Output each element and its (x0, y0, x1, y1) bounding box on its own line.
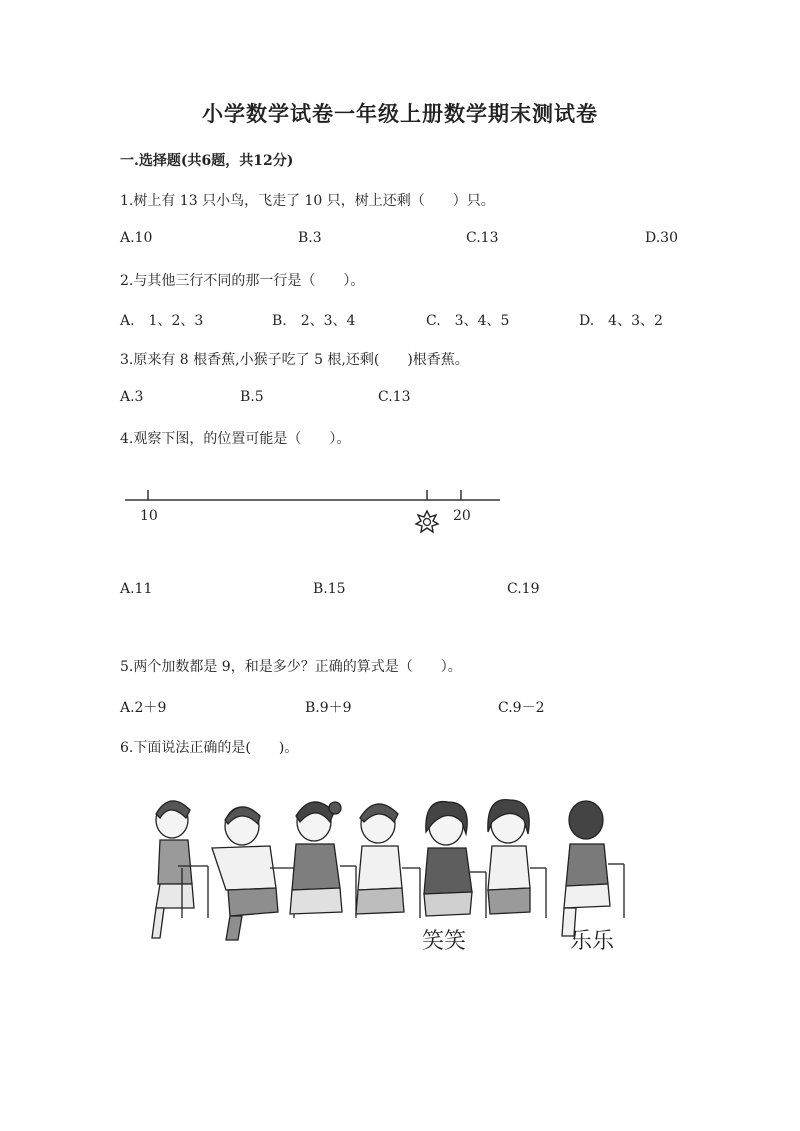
page-title: 小学数学试卷一年级上册数学期末测试卷 (202, 101, 598, 126)
q2-option-b: B. 2、3、4 (272, 313, 356, 329)
question-4: 4.观察下图，的位置可能是（ ）。 (120, 431, 351, 447)
sun-icon (416, 511, 438, 532)
q2-option-c: C. 3、4、5 (426, 313, 510, 329)
question-2: 2.与其他三行不同的那一行是（ ）。 (120, 273, 365, 289)
q2-option-d: D. 4、3、2 (579, 313, 663, 329)
q4-option-a: A.11 (120, 581, 153, 597)
question-3: 3.原来有 8 根香蕉,小猴子吃了 5 根,还剩( )根香蕉。 (120, 352, 469, 368)
child-figure (424, 802, 486, 918)
label-xiaoxiao: 笑笑 (422, 929, 467, 954)
numberline-label-right: 20 (453, 508, 471, 524)
question-1: 1.树上有 13 只小鸟，飞走了 10 只，树上还剩（ ）只。 (120, 193, 495, 209)
q1-option-d: D.30 (645, 230, 678, 246)
q2-option-a: A. 1、2、3 (120, 313, 204, 329)
child-figure (212, 807, 294, 940)
child-figure (562, 801, 624, 936)
seated-children-illustration (130, 788, 640, 958)
q4-option-b: B.15 (313, 581, 346, 597)
question-5: 5.两个加数都是 9，和是多少？正确的算式是（ ）。 (120, 659, 462, 675)
number-line (120, 478, 510, 548)
child-figure (488, 800, 546, 918)
q3-option-a: A.3 (120, 389, 144, 405)
q5-option-c: C.9－2 (498, 700, 545, 716)
q5-option-a: A.2＋9 (120, 700, 167, 716)
child-figure (152, 801, 208, 938)
q1-option-b: B.3 (298, 230, 322, 246)
q5-option-b: B.9＋9 (305, 700, 352, 716)
q1-option-c: C.13 (466, 230, 499, 246)
label-lele: 乐乐 (570, 929, 615, 954)
child-figure (356, 804, 420, 918)
q1-option-a: A.10 (120, 230, 153, 246)
q3-option-c: C.13 (378, 389, 411, 405)
q3-option-b: B.5 (240, 389, 264, 405)
section-heading: 一.选择题(共6题，共12分) (120, 153, 294, 169)
q4-option-c: C.19 (507, 581, 540, 597)
numberline-label-left: 10 (140, 508, 158, 524)
question-6: 6.下面说法正确的是( )。 (120, 740, 299, 756)
child-figure (290, 802, 356, 918)
